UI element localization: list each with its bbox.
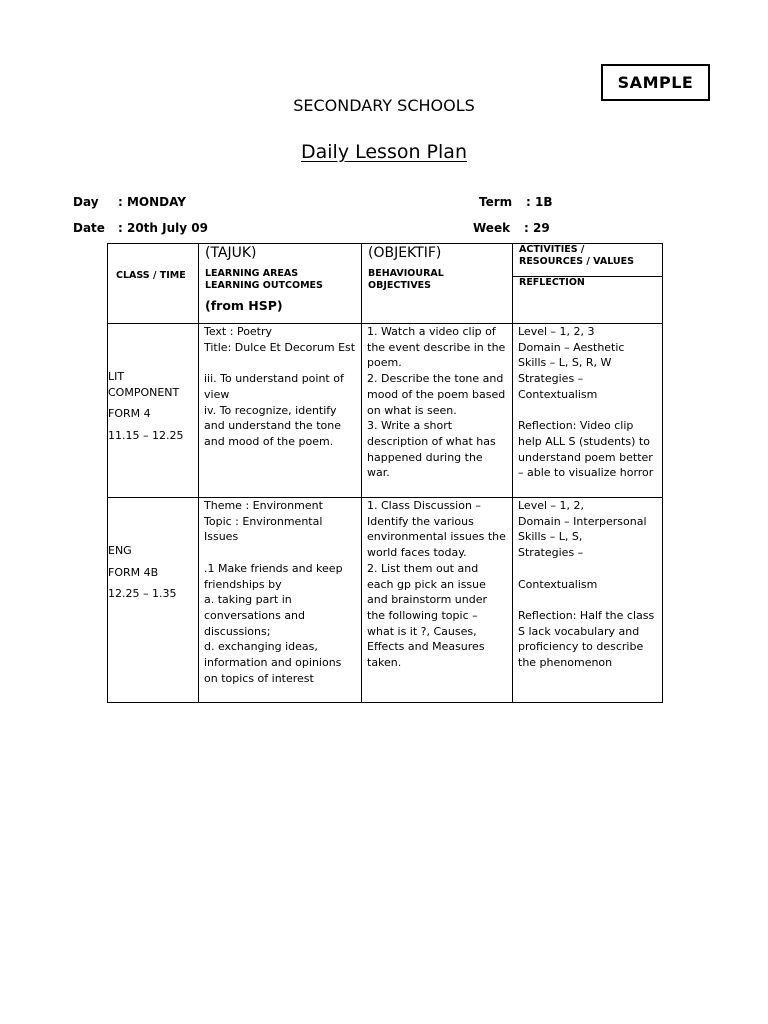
header-learning xyxy=(199,244,362,324)
activities-text: Level – 1, 2, Domain – Interpersonal Skills – L, S, Strategies – Contextualism Reflection: Half the class S lack vocabulary and proficiency to describe the phenomenon xyxy=(518,499,655,670)
class-form: FORM 4 xyxy=(108,407,151,421)
header-objectives-text: OBJECTIVES xyxy=(368,280,432,291)
week-value: : 29 xyxy=(524,221,550,235)
learning-text: Theme : Environment Topic : Environmental Issues .1 Make friends and keep friendships by a. taking part in conversations and discussions; d. exchanging ideas, information and opinions on topics of interest xyxy=(204,499,343,685)
class-form: FORM 4B xyxy=(108,565,159,579)
class-time: 11.15 – 12.25 xyxy=(108,429,184,443)
learning-cell xyxy=(199,324,362,498)
page-title xyxy=(0,141,768,163)
page-title-text: Daily Lesson Plan xyxy=(301,141,467,163)
header-objektif: (OBJEKTIF) xyxy=(368,245,442,261)
lesson-plan-table xyxy=(107,243,663,703)
class-time-cell xyxy=(108,324,199,498)
header-activities xyxy=(513,244,663,277)
table-row xyxy=(108,324,663,498)
table-header-row xyxy=(108,244,663,277)
objectives-cell xyxy=(362,498,513,703)
header-behavioural: BEHAVIOURAL xyxy=(368,268,444,279)
header-class-time xyxy=(108,244,199,324)
term-label: Term xyxy=(479,195,513,209)
activities-cell xyxy=(513,324,663,498)
header-learning-outcomes: LEARNING OUTCOMES xyxy=(205,280,323,291)
learning-text: Text : Poetry Title: Dulce Et Decorum Est iii. To understand point of view iv. To recognize, identify and understand the tone and mood of the poem. xyxy=(204,325,356,448)
header-activities-text: ACTIVITIES / xyxy=(519,244,585,255)
objectives-text: 1. Class Discussion – Identify the various environmental issues the world faces today. 2. List them out and each gp pick an issue and brainstorm under the following topic – what is it ?, Causes, Effects and Measures taken. xyxy=(367,499,506,670)
term-value: : 1B xyxy=(526,195,553,209)
date-value: : 20th July 09 xyxy=(118,221,208,235)
day-label: Day xyxy=(73,195,99,209)
class-time: 12.25 – 1.35 xyxy=(108,587,177,601)
objectives-cell xyxy=(362,324,513,498)
header-resources: RESOURCES / VALUES xyxy=(519,256,634,267)
class-name: LIT xyxy=(108,370,125,383)
header-objectives xyxy=(362,244,513,324)
header-reflection xyxy=(513,277,663,324)
week-label: Week xyxy=(473,221,511,235)
class-name-2: COMPONENT xyxy=(108,385,180,399)
sample-badge: SAMPLE xyxy=(601,64,710,101)
day-value: : MONDAY xyxy=(118,195,186,209)
table-row xyxy=(108,498,663,703)
school-name: SECONDARY SCHOOLS xyxy=(293,96,475,115)
activities-cell xyxy=(513,498,663,703)
class-time-cell xyxy=(108,498,199,703)
header-class-time-text: CLASS / TIME xyxy=(116,269,186,281)
objectives-text: 1. Watch a video clip of the event describe in the poem. 2. Describe the tone and mood of the poem based on what is seen. 3. Write a short description of what has happened during the war. xyxy=(367,325,506,480)
activities-text: Level – 1, 2, 3 Domain – Aesthetic Skills – L, S, R, W Strategies – Contextualism Reflection: Video clip help ALL S (students) to understand poem better – able to visualize horror xyxy=(518,325,654,480)
date-label: Date xyxy=(73,221,105,235)
header-reflection-text: REFLECTION xyxy=(519,277,585,288)
header-tajuk: (TAJUK) xyxy=(205,245,257,261)
learning-cell xyxy=(199,498,362,703)
class-name: ENG xyxy=(108,544,132,557)
header-from-hsp: (from HSP) xyxy=(205,298,283,313)
header-learning-areas: LEARNING AREAS xyxy=(205,268,299,279)
